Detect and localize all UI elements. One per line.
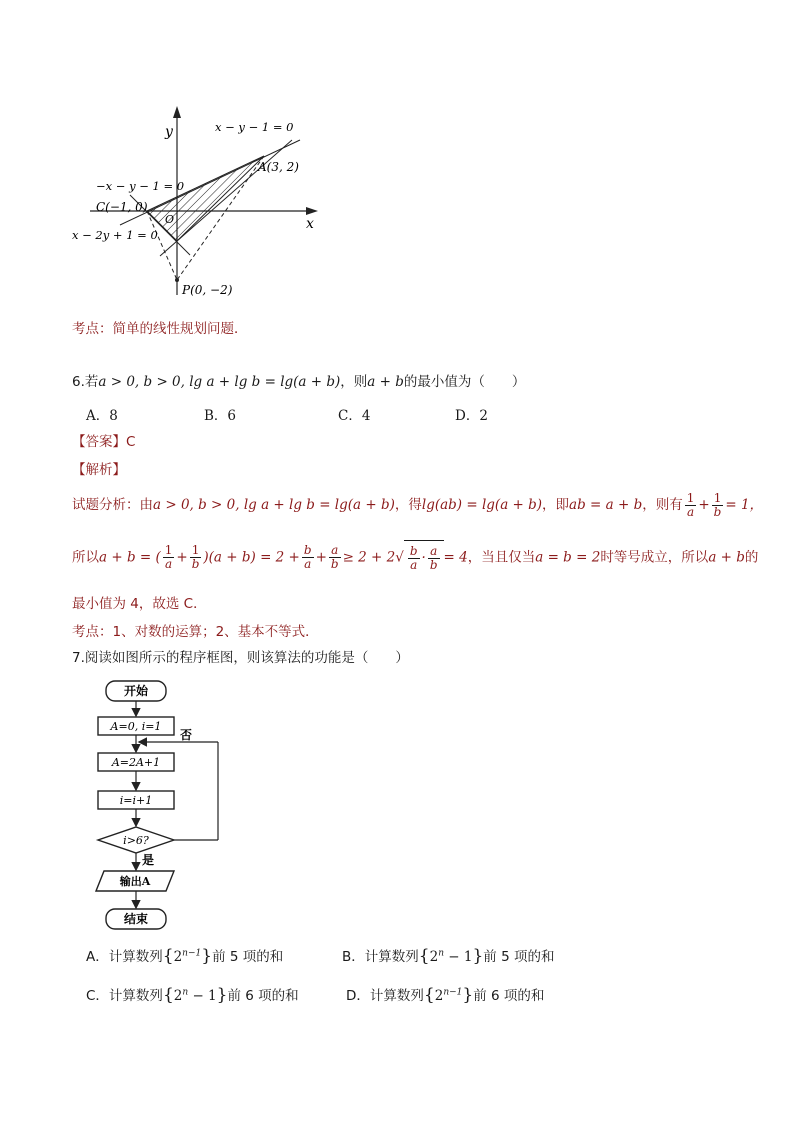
svg-text:A=2A+1: A=2A+1 <box>111 756 161 769</box>
line2-label: −x − y − 1 = 0 <box>96 179 185 193</box>
q6-solution-line1: 试题分析：由a > 0, b > 0, lg a + lg b = lg(a + b)，得lg(ab) = lg(a + b)，即ab = a + b，则有 $\frac{1}{a}$ + $\frac{1}{b}$ = 1， <box>72 490 764 519</box>
q6-stem: 6.若a > 0, b > 0, lg a + lg b = lg(a + b)，则a + b的最小值为（ ） <box>72 374 526 390</box>
q6-option-c: C．4 <box>338 408 371 424</box>
q6-answer: 【答案】C <box>72 434 136 450</box>
feasible-region <box>147 156 264 241</box>
frac-1-b: $\frac{1}{b}$ <box>713 490 722 519</box>
q6-option-a: A．8 <box>86 408 118 424</box>
linear-programming-graph <box>60 100 340 305</box>
svg-text:i>6?: i>6? <box>123 834 149 847</box>
q6-analysis-label: 【解析】 <box>72 462 126 478</box>
flow-yes-label: 是 <box>142 853 155 867</box>
flow-no-label: 否 <box>180 728 193 742</box>
q6-option-b: B．6 <box>204 408 237 424</box>
q7-option-d: D．计算数列$\{2^{n-1}\}$前 6 项的和 <box>346 985 545 1005</box>
q7-stem: 7.阅读如图所示的程序框图，则该算法的功能是（ ） <box>72 650 409 666</box>
q6-kaodian: 考点：1、对数的运算；2、基本不等式． <box>72 624 319 640</box>
svg-text:A=0, i=1: A=0, i=1 <box>110 720 162 733</box>
q6-solution-line2: 所以a + b = ( $\frac{1}{a}$ + $\frac{1}{b}$ )(a + b) = 2 + $\frac{b}{a}$ + $\frac{a}{b}$ ≥ 2 + 2√ $\frac{b}{a}$ · $\frac{a}{b}$ = 4，当且仅当a = b = 2时等号成立，所以a + b的 <box>72 540 758 575</box>
q7-option-a: A．计算数列$\{2^{n-1}\}$前 5 项的和 <box>86 946 284 966</box>
origin-label: O <box>165 213 175 226</box>
q6-option-d: D．2 <box>455 408 488 424</box>
program-flowchart <box>88 675 238 935</box>
svg-text:开始: 开始 <box>123 684 149 698</box>
line1-label: x − y − 1 = 0 <box>215 120 294 134</box>
point-c-label: C(−1, 0) <box>96 200 148 214</box>
q6-solution-line3: 最小值为 4，故选 C． <box>72 596 207 612</box>
point-p-label: P(0, −2) <box>182 283 233 297</box>
svg-text:输出A: 输出A <box>119 875 151 888</box>
x-axis-label: x <box>306 216 314 232</box>
q7-option-c: C．计算数列$\{2^n - 1\}$前 6 项的和 <box>86 985 299 1005</box>
point-a-label: A(3, 2) <box>258 160 299 174</box>
q5-kaodian: 考点：简单的线性规划问题． <box>72 321 248 337</box>
q7-option-b: B．计算数列$\{2^n - 1\}$前 5 项的和 <box>342 946 555 966</box>
y-axis-label: y <box>165 124 173 140</box>
svg-text:i=i+1: i=i+1 <box>119 794 153 807</box>
line3-label: x − 2y + 1 = 0 <box>72 228 158 242</box>
svg-text:结束: 结束 <box>123 912 149 926</box>
frac-1-a: $\frac{1}{a}$ <box>686 490 695 519</box>
